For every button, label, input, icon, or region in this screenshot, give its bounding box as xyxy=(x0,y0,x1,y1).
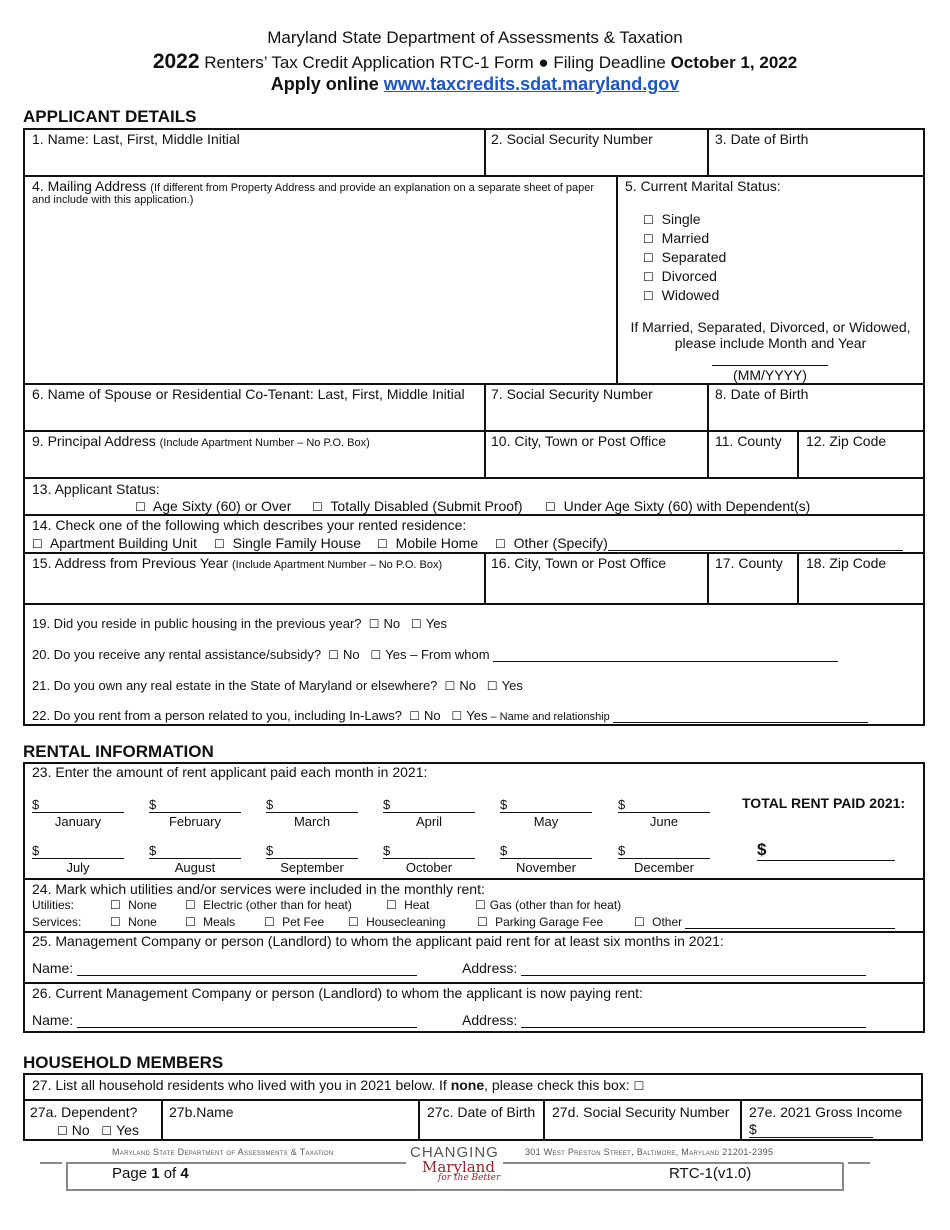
marital-option-separated[interactable]: ☐ Separated xyxy=(643,249,727,265)
apply-online-link[interactable]: www.taxcredits.sdat.maryland.gov xyxy=(383,74,680,94)
field-16-city-label: 16. City, Town or Post Office xyxy=(491,555,667,571)
checkbox-icon[interactable]: ☐ xyxy=(411,617,422,631)
checkbox-icon[interactable]: ☐ xyxy=(185,898,196,912)
status-option-dependents[interactable]: ☐ Under Age Sixty (60) with Dependent(s) xyxy=(545,498,811,514)
marital-date-format: (MM/YYYY) xyxy=(733,367,807,383)
form-version: RTC-1(v1.0) xyxy=(669,1165,752,1182)
checkbox-icon[interactable]: ☐ xyxy=(409,709,420,723)
field-3-dob-label: 3. Date of Birth xyxy=(715,131,809,147)
rent-january[interactable]: $ January xyxy=(32,797,124,829)
none-checkbox[interactable]: ☐ xyxy=(633,1079,645,1093)
utility-none[interactable]: ☐ None xyxy=(110,898,157,912)
checkbox-icon[interactable]: ☐ xyxy=(32,537,43,551)
agency-title: Maryland State Department of Assessments & Taxation xyxy=(267,28,683,47)
field-9-principal-label: 9. Principal Address (Include Apartment Number – No P.O. Box) xyxy=(32,433,370,449)
checkbox-icon[interactable]: ☐ xyxy=(57,1124,68,1138)
checkbox-icon[interactable]: ☐ xyxy=(643,289,654,303)
page-number: Page 1 of 4 xyxy=(112,1165,189,1182)
field-24-label: 24. Mark which utilities and/or services were included in the monthly rent: xyxy=(32,881,485,897)
footer-agency: Maryland State Department of Assessments & Taxation xyxy=(112,1147,334,1157)
marital-date-line[interactable] xyxy=(712,365,828,366)
checkbox-icon[interactable]: ☐ xyxy=(643,270,654,284)
field-12-zip-label: 12. Zip Code xyxy=(806,433,887,449)
service-pet-fee[interactable]: ☐ Pet Fee xyxy=(264,915,325,929)
residence-option-apartment[interactable]: ☐ Apartment Building Unit xyxy=(32,535,197,551)
service-housecleaning[interactable]: ☐ Housecleaning xyxy=(348,915,446,929)
logo-for-the-better: for the Better xyxy=(438,1173,501,1183)
col-27d-ssn: 27d. Social Security Number xyxy=(552,1104,730,1120)
field-27-label: 27. List all household residents who lived with you in 2021 below. If none, please check this box: ☐ xyxy=(32,1077,645,1093)
residence-option-other[interactable]: ☐ Other (Specify) xyxy=(495,535,903,551)
applicant-details-heading: APPLICANT DETAILS xyxy=(23,107,197,126)
field-26-label: 26. Current Management Company or person (Landlord) to whom the applicant is now paying rent: xyxy=(32,985,643,1001)
checkbox-icon[interactable]: ☐ xyxy=(643,213,654,227)
apply-online xyxy=(0,74,950,95)
col-27c-dob: 27c. Date of Birth xyxy=(427,1104,536,1120)
dependent-options[interactable]: ☐ No ☐ Yes xyxy=(57,1122,139,1138)
question-19: 19. Did you reside in public housing in the previous year? ☐ No ☐ Yes xyxy=(32,616,447,631)
field-17-county-label: 17. County xyxy=(715,555,783,571)
landlord-2021-address[interactable]: Address: xyxy=(462,960,866,976)
utility-heat[interactable]: ☐ Heat xyxy=(386,898,430,912)
status-option-over-sixty[interactable]: ☐ Age Sixty (60) or Over xyxy=(135,498,292,514)
marital-option-widowed[interactable]: ☐ Widowed xyxy=(643,287,720,303)
field-18-zip-label: 18. Zip Code xyxy=(806,555,887,571)
checkbox-icon[interactable]: ☐ xyxy=(495,537,506,551)
field-15-previous-label: 15. Address from Previous Year (Include Apartment Number – No P.O. Box) xyxy=(32,555,443,571)
footer-address: 301 West Preston Street, Baltimore, Maryland 21201-2395 xyxy=(525,1147,774,1157)
form-title xyxy=(0,50,950,74)
status-option-disabled[interactable]: ☐ Totally Disabled (Submit Proof) xyxy=(312,498,523,514)
checkbox-icon[interactable]: ☐ xyxy=(328,648,340,662)
rent-june[interactable]: $ June xyxy=(618,797,710,829)
checkbox-icon[interactable]: ☐ xyxy=(643,232,654,246)
utility-electric[interactable]: ☐ Electric (other than for heat) xyxy=(185,898,352,912)
field-1-name-label: 1. Name: Last, First, Middle Initial xyxy=(32,131,240,147)
checkbox-icon[interactable]: ☐ xyxy=(110,915,121,929)
utility-gas[interactable]: ☐ Gas (other than for heat) xyxy=(475,898,622,912)
field-13-status-label: 13. Applicant Status: xyxy=(32,481,160,497)
field-8-dob-label: 8. Date of Birth xyxy=(715,386,809,402)
residence-option-mobile[interactable]: ☐ Mobile Home xyxy=(377,535,479,551)
form-title-text: Renters’ Tax Credit Application RTC-1 Form ● Filing Deadline xyxy=(199,53,671,72)
field-5-marital-label: 5. Current Marital Status: xyxy=(625,178,781,194)
marital-option-married[interactable]: ☐ Married xyxy=(643,230,710,246)
checkbox-icon[interactable]: ☐ xyxy=(475,898,486,912)
marital-note-2: please include Month and Year xyxy=(674,335,867,351)
question-20: 20. Do you receive any rental assistance/subsidy? ☐ No ☐ Yes – From whom xyxy=(32,647,838,662)
field-25-label: 25. Management Company or person (Landlord) to whom the applicant paid rent for at least six months in 2021: xyxy=(32,933,724,949)
col-27b-name: 27b.Name xyxy=(169,1104,234,1120)
total-rent-label: TOTAL RENT PAID 2021: xyxy=(742,795,906,811)
service-none[interactable]: ☐ None xyxy=(110,915,157,929)
checkbox-icon[interactable]: ☐ xyxy=(135,500,146,514)
total-rent-amount[interactable]: $ xyxy=(757,840,895,861)
checkbox-icon[interactable]: ☐ xyxy=(386,898,397,912)
question-22: 22. Do you rent from a person related to you, including In-Laws? ☐ No ☐ Yes – Name and relationship xyxy=(32,708,868,723)
checkbox-icon[interactable]: ☐ xyxy=(312,500,323,514)
utilities-label: Utilities: xyxy=(32,898,75,912)
field-4-mailing-label: 4. Mailing Address (If different from Property Address and provide an explanation on a separate sheet of paper xyxy=(32,178,595,194)
service-meals[interactable]: ☐ Meals xyxy=(185,915,236,929)
col-27a-dependent: 27a. Dependent? xyxy=(30,1104,138,1120)
apply-online-label: Apply online xyxy=(270,74,384,94)
landlord-2021-name[interactable]: Name: xyxy=(32,960,417,976)
rent-july[interactable]: $ July xyxy=(32,843,124,875)
landlord-current-address[interactable]: Address: xyxy=(462,1012,866,1028)
logo-maryland: Maryland xyxy=(422,1158,495,1176)
checkbox-icon[interactable]: ☐ xyxy=(101,1124,113,1138)
field-23-label: 23. Enter the amount of rent applicant paid each month in 2021: xyxy=(32,764,428,780)
checkbox-icon[interactable]: ☐ xyxy=(634,915,645,929)
checkbox-icon[interactable]: ☐ xyxy=(214,537,225,551)
applicant-details-box xyxy=(23,128,925,726)
service-parking[interactable]: ☐ Parking Garage Fee xyxy=(477,915,604,929)
income-input[interactable]: $ xyxy=(749,1121,873,1138)
checkbox-icon[interactable]: ☐ xyxy=(477,915,488,929)
field-7-ssn-label: 7. Social Security Number xyxy=(491,386,653,402)
checkbox-icon[interactable]: ☐ xyxy=(444,679,456,693)
marital-option-single[interactable]: ☐ Single xyxy=(643,211,701,227)
logo-changing: CHANGING xyxy=(410,1144,499,1161)
field-14-residence-label: 14. Check one of the following which describes your rented residence: xyxy=(32,517,467,533)
form-year: 2022 xyxy=(152,50,200,73)
rent-august[interactable]: $ August xyxy=(149,843,241,875)
checkbox-icon[interactable]: ☐ xyxy=(486,679,498,693)
rent-february[interactable]: $ February xyxy=(149,797,241,829)
service-other[interactable]: ☐ Other xyxy=(634,915,895,929)
service-other-line[interactable] xyxy=(685,916,895,929)
field-6-spouse-label: 6. Name of Spouse or Residential Co-Tenant: Last, First, Middle Initial xyxy=(32,386,465,402)
field-2-ssn-label: 2. Social Security Number xyxy=(491,131,653,147)
rent-november[interactable]: $ November xyxy=(500,843,592,875)
field-11-county-label: 11. County xyxy=(715,433,782,449)
rent-october[interactable]: $ October xyxy=(383,843,475,875)
checkbox-icon[interactable]: ☐ xyxy=(370,648,382,662)
rent-april[interactable]: $ April xyxy=(383,797,475,829)
residence-option-house[interactable]: ☐ Single Family House xyxy=(214,535,362,551)
rent-september[interactable]: $ September xyxy=(266,843,358,875)
checkbox-icon[interactable]: ☐ xyxy=(545,500,556,514)
checkbox-icon[interactable]: ☐ xyxy=(348,915,359,929)
rent-may[interactable]: $ May xyxy=(500,797,592,829)
rent-december[interactable]: $ December xyxy=(618,843,710,875)
checkbox-icon[interactable]: ☐ xyxy=(368,617,380,631)
marital-option-divorced[interactable]: ☐ Divorced xyxy=(643,268,717,284)
marital-note: If Married, Separated, Divorced, or Widowed, xyxy=(630,319,911,335)
field-4-mailing-note: and include with this application.) xyxy=(32,194,194,206)
rent-march[interactable]: $ March xyxy=(266,797,358,829)
checkbox-icon[interactable]: ☐ xyxy=(377,537,388,551)
checkbox-icon[interactable]: ☐ xyxy=(451,709,463,723)
rental-information-heading: RENTAL INFORMATION xyxy=(23,742,214,761)
question-21: 21. Do you own any real estate in the State of Maryland or elsewhere? ☐ No ☐ Yes xyxy=(32,678,523,693)
checkbox-icon[interactable]: ☐ xyxy=(185,915,196,929)
residence-other-line[interactable] xyxy=(608,538,903,551)
checkbox-icon[interactable]: ☐ xyxy=(643,251,654,265)
question-20-line[interactable] xyxy=(493,649,838,662)
checkbox-icon[interactable]: ☐ xyxy=(264,915,275,929)
checkbox-icon[interactable]: ☐ xyxy=(110,898,121,912)
question-22-line[interactable] xyxy=(613,710,868,723)
landlord-current-name[interactable]: Name: xyxy=(32,1012,417,1028)
services-label: Services: xyxy=(32,915,82,929)
col-27e-income: 27e. 2021 Gross Income xyxy=(749,1104,903,1120)
field-10-city-label: 10. City, Town or Post Office xyxy=(491,433,667,449)
household-members-heading: HOUSEHOLD MEMBERS xyxy=(23,1053,224,1072)
filing-deadline: October 1, 2022 xyxy=(670,53,798,72)
